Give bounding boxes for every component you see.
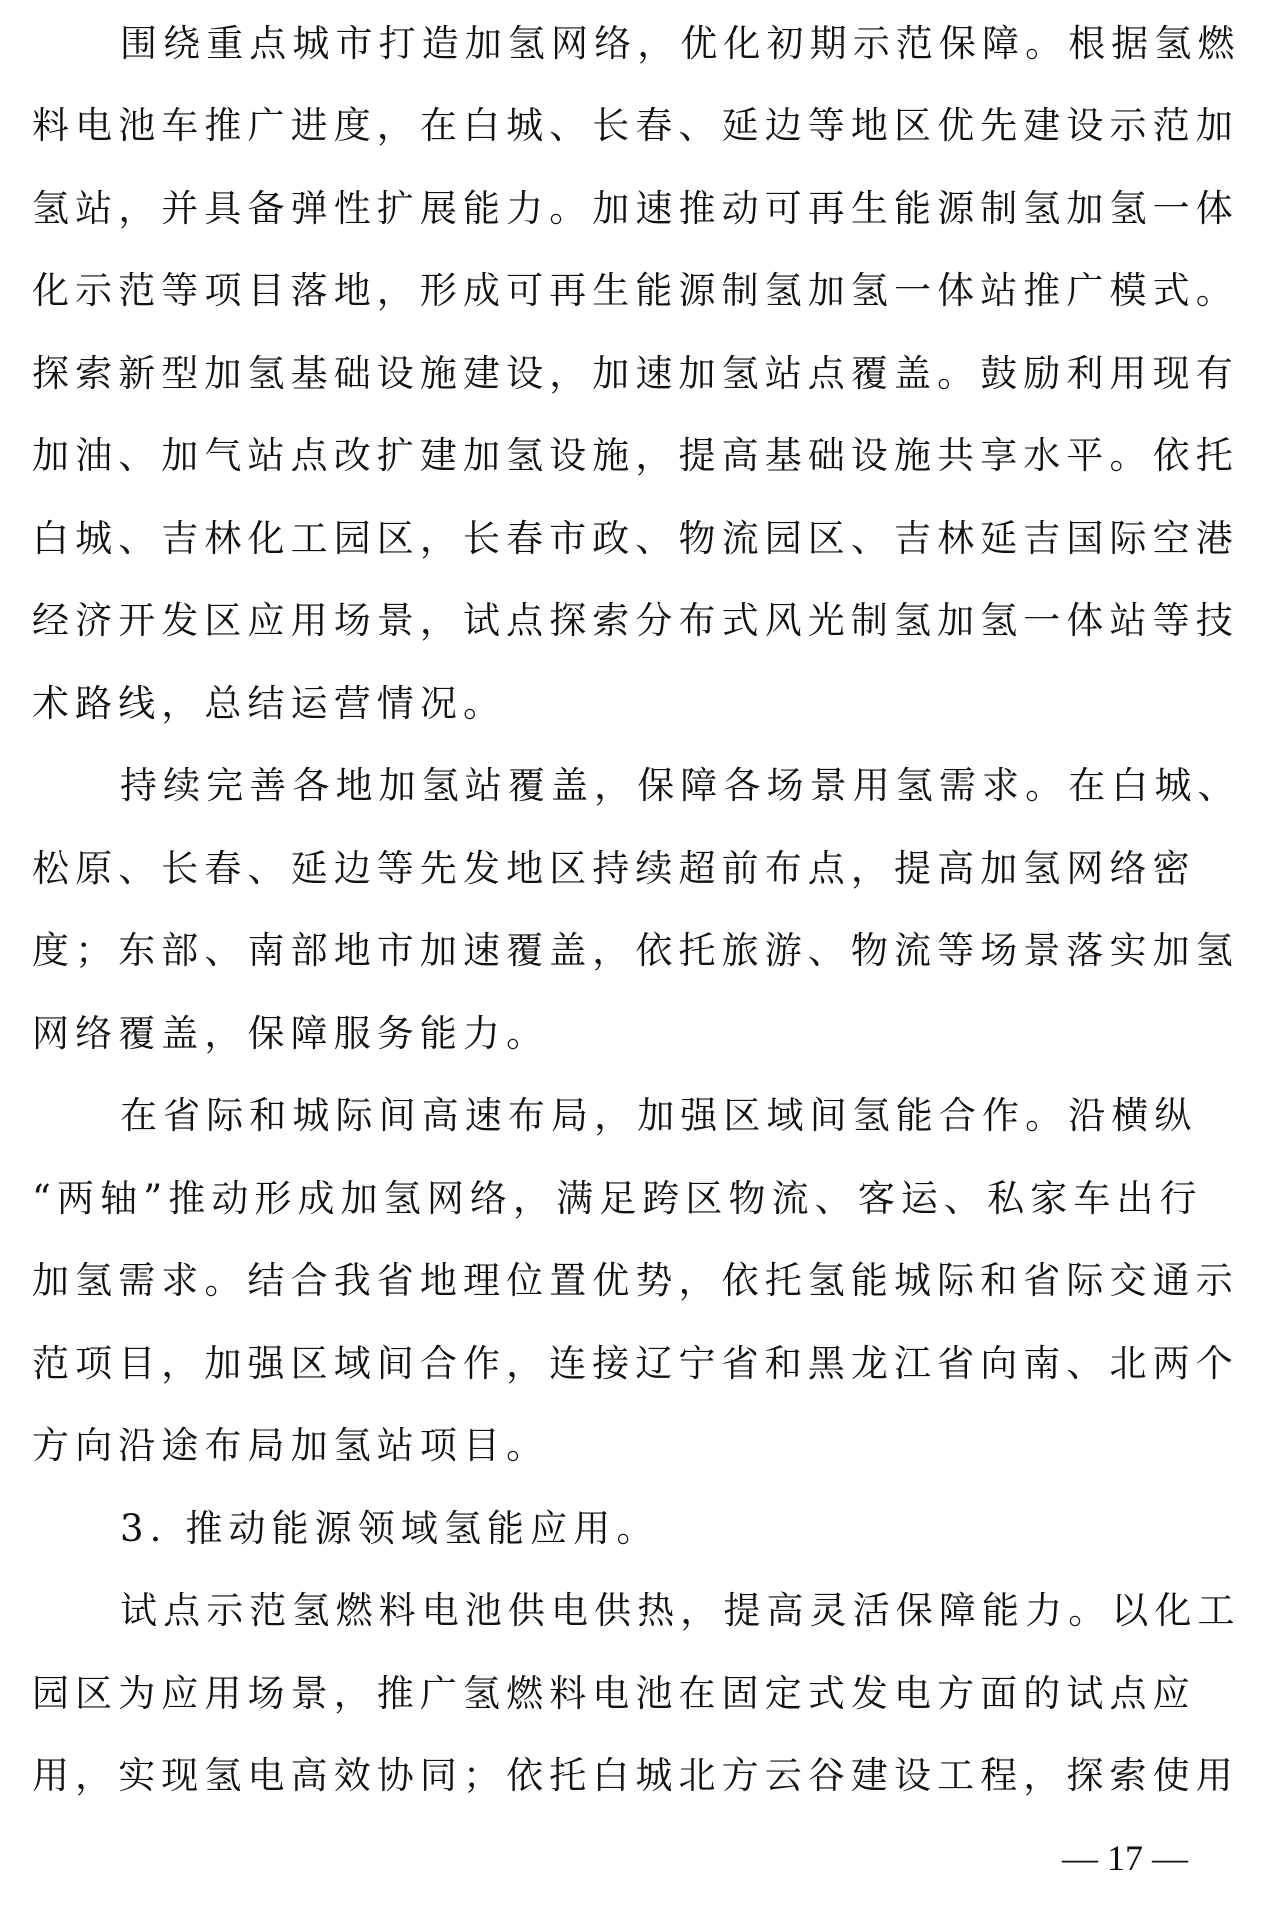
paragraph-1-line-2: 料电池车推广进度，在白城、长春、延边等地区优先建设示范加: [32, 104, 1239, 147]
paragraph-4-line-1: 试点示范氢燃料电池供电供热，提高灵活保障能力。以化工: [120, 1589, 1241, 1632]
paragraph-2-line-4: 网络覆盖，保障服务能力。: [32, 1012, 550, 1055]
paragraph-4-line-3: 用，实现氢电高效协同；依托白城北方云谷建设工程，探索使用: [32, 1754, 1239, 1797]
paragraph-1-line-7: 白城、吉林化工园区，长春市政、物流园区、吉林延吉国际空港: [32, 517, 1239, 560]
paragraph-3-line-1: 在省际和城际间高速布局，加强区域间氢能合作。沿横纵: [120, 1094, 1198, 1137]
section-heading: 3. 推动能源领域氢能应用。: [120, 1507, 660, 1550]
paragraph-1-line-6: 加油、加气站点改扩建加氢设施，提高基础设施共享水平。依托: [32, 434, 1239, 477]
paragraph-2-line-3: 度；东部、南部地市加速覆盖，依托旅游、物流等场景落实加氢: [32, 929, 1239, 972]
paragraph-1-line-4: 化示范等项目落地，形成可再生能源制氢加氢一体站推广模式。: [32, 269, 1239, 312]
paragraph-3-line-5: 方向沿途布局加氢站项目。: [32, 1424, 550, 1467]
paragraph-2-line-1: 持续完善各地加氢站覆盖，保障各场景用氢需求。在白城、: [120, 764, 1241, 807]
paragraph-1-line-9: 术路线，总结运营情况。: [32, 682, 507, 725]
paragraph-1-line-1: 围绕重点城市打造加氢网络，优化初期示范保障。根据氢燃: [120, 22, 1241, 65]
paragraph-1-line-5: 探索新型加氢基础设施建设，加速加氢站点覆盖。鼓励利用现有: [32, 352, 1239, 395]
paragraph-4-line-2: 园区为应用场景，推广氢燃料电池在固定式发电方面的试点应: [32, 1672, 1196, 1715]
paragraph-3-line-3: 加氢需求。结合我省地理位置优势，依托氢能城际和省际交通示: [32, 1259, 1239, 1302]
paragraph-3-line-2: “两轴”推动形成加氢网络，满足跨区物流、客运、私家车出行: [32, 1177, 1203, 1220]
paragraph-1-line-3: 氢站，并具备弹性扩展能力。加速推动可再生能源制氢加氢一体: [32, 187, 1239, 230]
page-number: — 17 —: [1062, 1838, 1188, 1878]
paragraph-1-line-8: 经济开发区应用场景，试点探索分布式风光制氢加氢一体站等技: [32, 599, 1239, 642]
paragraph-3-line-4: 范项目，加强区域间合作，连接辽宁省和黑龙江省向南、北两个: [32, 1342, 1239, 1385]
paragraph-2-line-2: 松原、长春、延边等先发地区持续超前布点，提高加氢网络密: [32, 847, 1196, 890]
